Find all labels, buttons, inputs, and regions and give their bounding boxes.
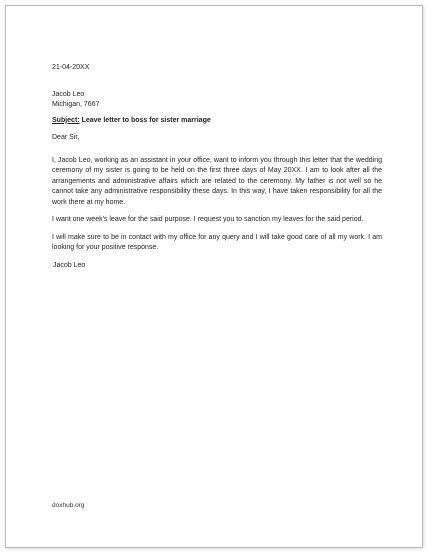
- signature: Jacob Leo: [53, 261, 86, 269]
- body-paragraph: I want one week's leave for the said purpose. I request you to sanction my leaves for the said period.: [52, 216, 364, 223]
- letter-date: 21-04-20XX: [52, 64, 90, 71]
- subject-label: Subject:: [52, 116, 80, 124]
- salutation: Dear Sir,: [52, 134, 80, 141]
- sender-address: Michigan, 7667: [52, 101, 100, 108]
- body-paragraph: I, Jacob Leo, working as an assistant in your office, want to inform you through this letter that the wedding ceremony of my sister is going to be held on the first three days of May 20XX. I am to look after all the arrangements and administrative affairs which are related to the ceremony. My father is not well so he cannot take any administrative responsibility these days. In this way, I have taken responsibility for all the work there at my home.: [52, 156, 382, 206]
- letter-body: [52, 63, 382, 271]
- body-paragraph: I will make sure to be in contact with my office for any query and I will take good care of all my work. I am looking for your positive response.: [52, 233, 382, 251]
- footer-source: doxhub.org: [52, 502, 85, 509]
- document-page: [5, 5, 423, 548]
- subject-text: Leave letter to boss for sister marriage: [79, 116, 211, 124]
- subject-line: [52, 116, 382, 127]
- sender-name: Jacob Leo: [52, 90, 85, 98]
